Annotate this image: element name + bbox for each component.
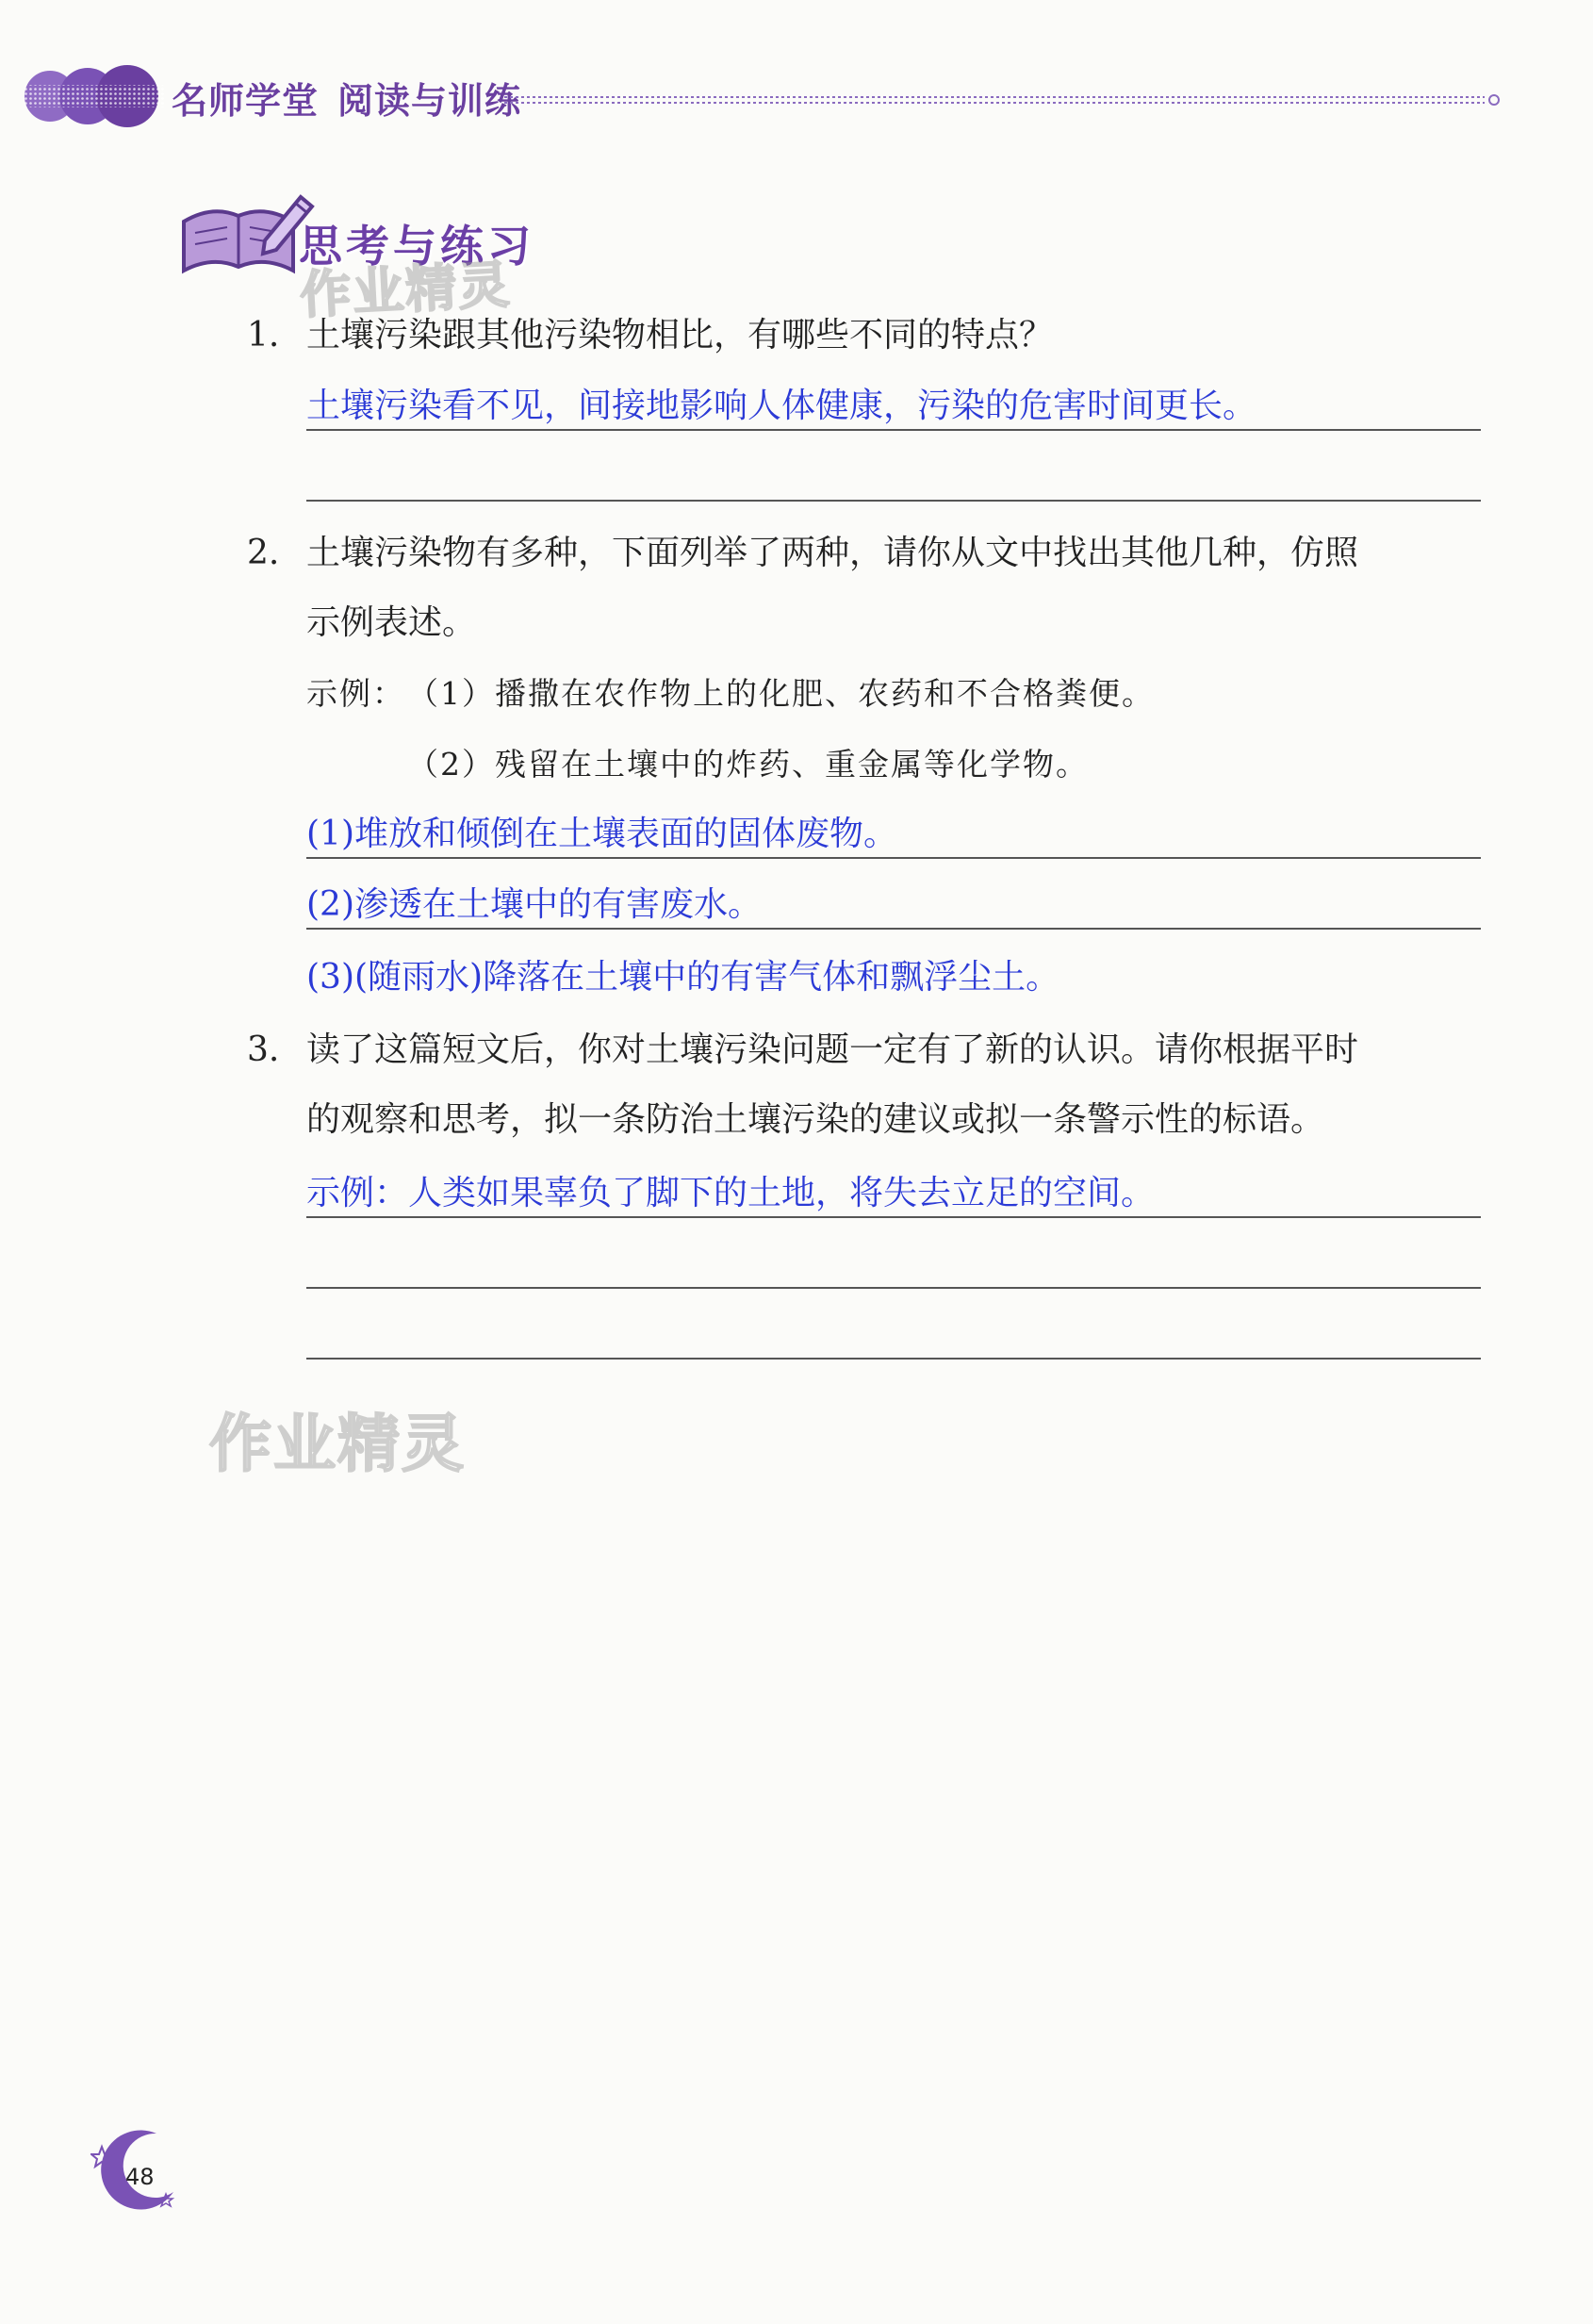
watermark-middle: 作业精灵	[209, 1408, 466, 1480]
header-dotted-rule	[504, 92, 1503, 107]
question-2-answer-1: (1)堆放和倾倒在土壤表面的固体废物。	[306, 815, 897, 853]
question-2-answer-3: (3)(随雨水)降落在土壤中的有害气体和飘浮尘土。	[306, 958, 1060, 997]
question-1-answer: 土壤污染看不见，间接地影响人体健康，污染的危害时间更长。	[306, 387, 1257, 425]
question-3-text-line-1: 读了这篇短文后，你对土壤污染问题一定有了新的认识。请你根据平时	[306, 1030, 1359, 1069]
book-title: 阅读与训练	[337, 80, 522, 122]
question-2-text-line-2: 示例表述。	[306, 603, 477, 642]
notebook-pencil-icon	[174, 184, 316, 288]
question-3-number: 3.	[247, 1030, 280, 1069]
example-label: 示例：	[306, 675, 405, 712]
question-3-answer: 示例：人类如果辜负了脚下的土地，将失去立足的空间。	[306, 1174, 1156, 1212]
question-3-text-line-2: 的观察和思考，拟一条防治土壤污染的建议或拟一条警示性的标语。	[306, 1100, 1325, 1139]
question-2-text-line-1: 土壤污染物有多种，下面列举了两种，请你从文中找出其他几种，仿照	[306, 534, 1359, 572]
watermark-top: 作业精灵	[298, 255, 513, 325]
example-item-1: （1）播撒在农作物上的化肥、农药和不合格粪便。	[407, 675, 1155, 712]
answer-line	[306, 1287, 1481, 1289]
page-header	[24, 58, 1494, 143]
page-number: 48	[125, 2164, 155, 2190]
question-2-answer-2: (2)渗透在土壤中的有害废水。	[306, 885, 762, 924]
example-item-2: （2）残留在土壤中的炸药、重金属等化学物。	[407, 746, 1089, 783]
answer-line	[306, 1216, 1481, 1218]
question-1-number: 1.	[247, 316, 280, 354]
answer-line	[306, 429, 1481, 431]
answer-line	[306, 500, 1481, 502]
question-1-text: 土壤污染跟其他污染物相比，有哪些不同的特点？	[306, 316, 1054, 354]
section-title: 思考与练习	[299, 221, 534, 272]
answer-line	[306, 928, 1481, 930]
question-2-number: 2.	[247, 534, 280, 572]
header-title	[172, 72, 521, 124]
series-title: 名师学堂	[172, 80, 320, 122]
answer-line	[306, 1358, 1481, 1360]
header-decoration-circles	[24, 58, 165, 136]
answer-line	[306, 857, 1481, 859]
